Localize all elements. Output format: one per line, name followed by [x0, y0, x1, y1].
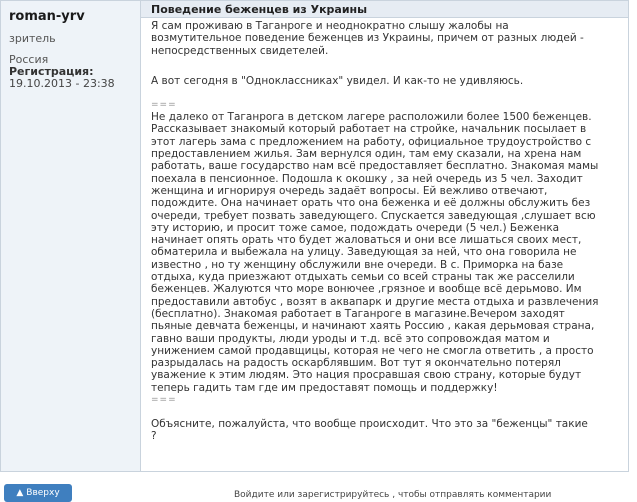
- registration-date: 19.10.2013 - 23:38: [9, 77, 115, 90]
- quote-line: начинает опять орать что будет жаловаться и они все лишаться своих мест,: [151, 234, 582, 247]
- intro-line: непосредственных свидетелей.: [151, 44, 329, 57]
- quote-line: отдыха, куда приезжают отдыхать семьи со всей страны так же расселили: [151, 271, 575, 284]
- separator: ===: [151, 100, 177, 111]
- post-body: [141, 18, 628, 443]
- quoted-story: [151, 111, 618, 394]
- author-sidebar: [1, 1, 141, 471]
- quote-line: разрыдалась на радость оскарблявшим. Вот тут я окончательно потерял: [151, 357, 561, 370]
- post-title: Поведение беженцев из Украины: [141, 1, 628, 18]
- closing-line: ?: [151, 430, 157, 443]
- login-prompt[interactable]: Войдите или зарегистрируйтесь , чтобы отправлять комментарии: [234, 490, 552, 500]
- quote-line: уважение к этим людям. Это нация просравшая свою страну, которые будут: [151, 369, 582, 382]
- intro-second: А вот сегодня в "Одноклассниках" увидел. И как-то не удивляюсь.: [151, 74, 524, 87]
- intro-line: Я сам проживаю в Таганроге и неоднократно слышу жалобы на: [151, 20, 509, 32]
- scroll-top-label: Вверху: [26, 488, 60, 498]
- quote-line: предоставлением жилья. Зам вернулся один, там ему сказали, на хрена нам: [151, 148, 582, 161]
- quote-line: известно , но ту женщину обслужили вне очереди. В с. Приморка на базе: [151, 258, 564, 271]
- quote-line: этот лагерь зама с предложением на работу, официальное трудоустройство с: [151, 135, 592, 148]
- quote-line: беженцев. Жалуются что море вонючее ,грязное и вообще всё дерьмово. Им: [151, 283, 582, 296]
- quote-line: Рассказывает знакомый который работает на стройке, начальник посылает в: [151, 123, 587, 136]
- quote-line: пьяные девчата беженцы, и начинают хаять Россию , какая дерьмовая страна,: [151, 320, 595, 333]
- arrow-up-icon: ▲: [16, 488, 24, 498]
- intro-line: возмутительное поведение беженцев из Украины, причем от разных людей -: [151, 32, 584, 45]
- registration-label: Регистрация:: [9, 65, 94, 78]
- scroll-top-button[interactable]: [4, 484, 72, 502]
- quote-line: поехала в пенсионное. Подошла к окошку , за ней очередь из 5 чел. Заходит: [151, 172, 583, 185]
- quote-line: женщина и игнорируя очередь задаёт вопросы. Ей вежливо отвечают,: [151, 184, 548, 197]
- quote-line: работать, ваше государство нам всё предоставляет бесплатно. Знакомая мамы: [151, 160, 599, 173]
- quote-line: гавно ваши продукты, люди уроды и т.д. всё это сопровождая матом и: [151, 332, 550, 345]
- quote-line: очереди, требует позвать заведующего. Спускается заведующая ,слушает всю: [151, 209, 596, 222]
- quote-line: эту историю, и просит тоже самое, подождать очереди (5 чел.) Беженка: [151, 221, 560, 234]
- author-country: Россия: [9, 53, 49, 66]
- quote-line: обматерила и выбежала на улицу. Заведующая за ней, что она говорила не: [151, 246, 577, 259]
- quote-line: (бесплатно). Знакомая работает в Таганроге в магазине.Вечером заходят: [151, 307, 565, 320]
- quote-line: предоставили автобус , возят в аквапарк и другие места отдыха и развлечения: [151, 295, 599, 308]
- quote-line: унижением самой продавщицы, которая не чего не смогла ответить , а просто: [151, 344, 594, 357]
- author-role: зритель: [9, 32, 56, 45]
- quote-line: Не далеко от Таганрога в детском лагере расположили более 1500 беженцев.: [151, 111, 592, 124]
- quote-line: теперь гадить там где им предоставят помощь и поддержку!: [151, 381, 498, 394]
- quote-line: подождите. Она начинает орать что она беженка и её должны обслужить без: [151, 197, 591, 210]
- separator: ===: [151, 395, 177, 406]
- closing-line: Объясните, пожалуйста, что вообще происходит. Что это за "беженцы" такие: [151, 418, 588, 431]
- author-username[interactable]: roman-yrv: [9, 9, 85, 24]
- post-content: [141, 1, 628, 471]
